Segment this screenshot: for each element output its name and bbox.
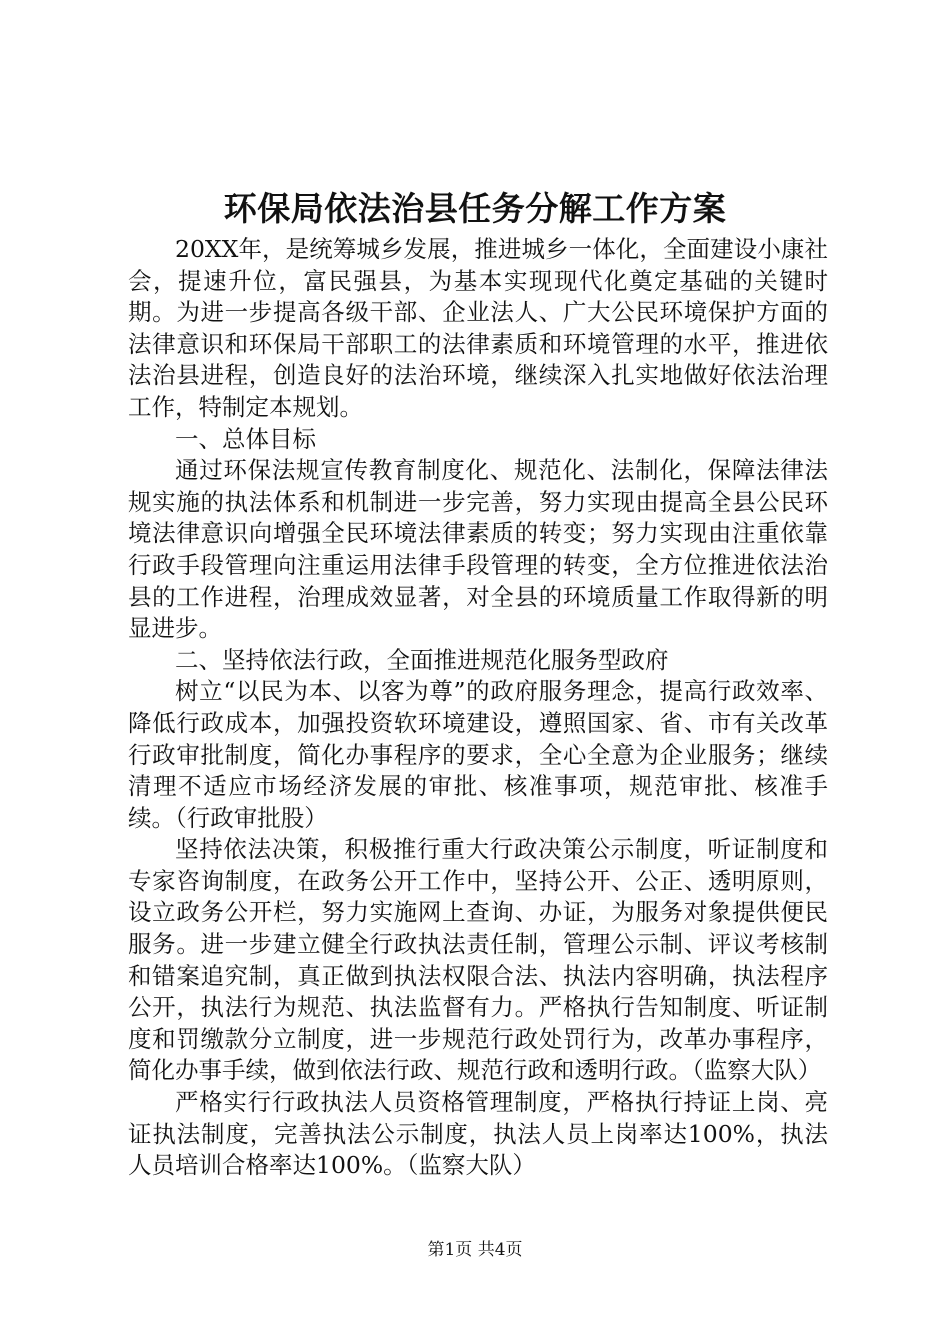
paragraph-service-concept: 树立“以民为本、以客为尊”的政府服务理念，提高行政效率、降低行政成本，加强投资软环境建设，遵照国家、省、市有关改革行政审批制度，简化办事程序的要求，全心全意为企业服务；继续清理不适应市场经济发展的审批、核准事项，规范审批、核准手续。（行政审批股） — [128, 677, 828, 832]
paragraph-lawful-decision: 坚持依法决策，积极推行重大行政决策公示制度，听证制度和专家咨询制度，在政务公开工作中，坚持公开、公正、透明原则，设立政务公开栏，努力实施网上查询、办证，为服务对象提供便民服务。进一步建立健全行政执法责任制，管理公示制、评议考核制和错案追究制，真正做到执法权限合法、执法内容明确，执法程序公开，执法行为规范、执法监督有力。严格执行告知制度、听证制度和罚缴款分立制度，进一步规范行政处罚行为，改革办事程序，简化办事手续，做到依法行政、规范行政和透明行政。（监察大队） — [128, 835, 828, 1085]
paragraph-intro: 20XX年，是统筹城乡发展，推进城乡一体化，全面建设小康社会，提速升位，富民强县，为基本实现现代化奠定基础的关键时期。为进一步提高各级干部、企业法人、广大公民环境保护方面的法律意识和环保局干部职工的法律素质和环境管理的水平，推进依法治县进程，创造良好的法治环境，继续深入扎实地做好依法治理工作，特制定本规划。 — [128, 235, 828, 421]
section-heading-2: 二、坚持依法行政，全面推进规范化服务型政府 — [175, 645, 669, 674]
paragraph-overall-goal: 通过环保法规宣传教育制度化、规范化、法制化，保障法律法规实施的执法体系和机制进一步完善，努力实现由提高全县公民环境法律意识向增强全民环境法律素质的转变；努力实现由注重依靠行政手段管理向注重运用法律手段管理的转变，全方位推进依法治县的工作进程，治理成效显著，对全县的环境质量工作取得新的明显进步。 — [128, 456, 828, 643]
paragraph-qualification: 严格实行行政执法人员资格管理制度，严格执行持证上岗、亮证执法制度，完善执法公示制度，执法人员上岗率达100%，执法人员培训合格率达100%。（监察大队） — [128, 1088, 828, 1180]
document-title: 环保局依法治县任务分解工作方案 — [223, 189, 727, 228]
section-heading-1: 一、总体目标 — [175, 424, 316, 453]
page-number-footer: 第1页 共4页 — [427, 1240, 523, 1260]
document-body — [128, 234, 828, 1182]
